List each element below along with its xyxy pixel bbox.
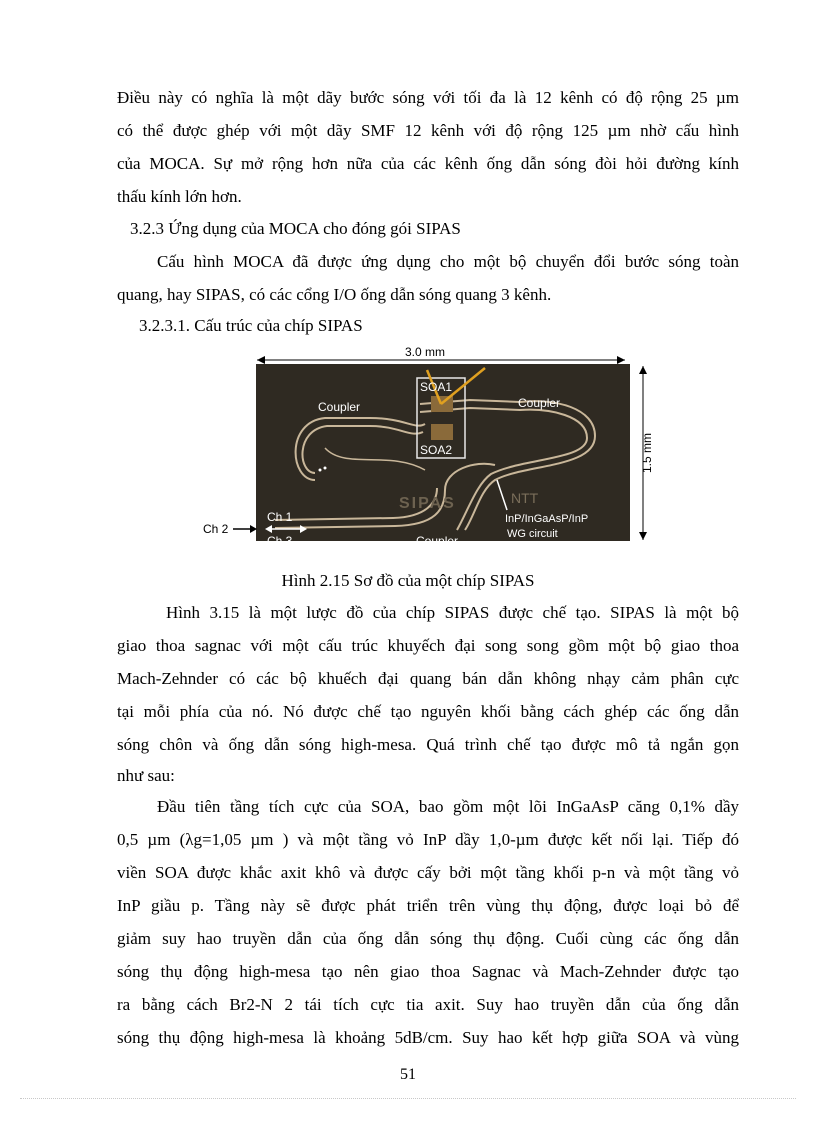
figure-caption: Hình 2.15 Sơ đồ của một chíp SIPAS <box>281 571 535 590</box>
sipas-chip-figure <box>195 340 665 552</box>
material-label: WG circuit <box>507 528 558 540</box>
ch1-label: Ch 1 <box>267 510 293 524</box>
soa1-label: SOA1 <box>420 380 453 394</box>
text-line: sóng thụ động high-mesa là khoảng 5dB/cm. Suy hao kết hợp giữa SOA và vùng <box>117 1028 739 1047</box>
marker-dot <box>319 469 322 472</box>
width-label: 3.0 mm <box>404 345 446 359</box>
height-label: 1.5 mm <box>640 432 654 474</box>
arrow-head-icon <box>257 356 265 364</box>
ntt-engraving: NTT <box>511 490 539 506</box>
coupler-left-label: Coupler <box>318 400 361 414</box>
text-line: tại mỗi phía của nó. Nó được chế tạo nguyên khối bằng cách ghép các ống dẫn <box>117 702 739 721</box>
text-line: Cấu hình MOCA đã được ứng dụng cho một bộ chuyển đổi bước sóng toàn <box>157 252 739 271</box>
text-line: sóng thụ động high-mesa tạo nên giao thoa Sagnac và Mach-Zehnder được tạo <box>117 962 739 981</box>
text-line: Điều này có nghĩa là một dãy bước sóng với tối đa là 12 kênh có độ rộng 25 µm <box>117 88 739 107</box>
sipas-engraving: SIPAS <box>399 495 456 512</box>
arrow-head-icon <box>639 366 647 374</box>
text-line: có thể được ghép với một dãy SMF 12 kênh với độ rộng 125 µm nhờ cấu hình <box>117 121 739 140</box>
text-line: sóng chôn và ống dẫn sóng high-mesa. Quá trình chế tạo được mô tả ngắn gọn <box>117 735 739 754</box>
text-line: giao thoa sagnac với một cấu trúc khuyếch đại song song gồm một bộ giao thoa <box>117 636 739 655</box>
arrow-head-icon <box>639 532 647 540</box>
text-line: Hình 3.15 là một lược đồ của chíp SIPAS được chế tạo. SIPAS là một bộ <box>166 603 739 622</box>
page-number: 51 <box>400 1066 416 1083</box>
coupler-right-label: Coupler <box>518 396 561 410</box>
arrow-head-icon <box>250 525 257 533</box>
text-line: giảm suy hao truyền dẫn của ống dẫn sóng thụ động. Cuối cùng các ống dẫn <box>117 929 739 948</box>
page-bottom-rule <box>20 1098 796 1099</box>
arrow-head-icon <box>617 356 625 364</box>
marker-dot <box>324 467 327 470</box>
section-heading: 3.2.3 Ứng dụng của MOCA cho đóng gói SIPAS <box>130 219 461 238</box>
text-line: như sau: <box>117 766 175 785</box>
text-line: quang, hay SIPAS, có các cổng I/O ống dẫn sóng quang 3 kênh. <box>117 285 552 304</box>
text-line: Đầu tiên tầng tích cực của SOA, bao gồm một lõi InGaAsP căng 0,1% dầy <box>157 797 739 816</box>
ch3-label: Ch 3 <box>267 534 293 548</box>
text-line: viền SOA được khắc axit khô và được cấy bởi một tầng khối p-n và một tầng vỏ <box>117 863 739 882</box>
soa2-label: SOA2 <box>420 443 453 457</box>
material-label: InP/InGaAsP/InP <box>505 513 589 525</box>
coupler-bottom-label: Coupler <box>416 534 459 548</box>
text-line: InP giầu p. Tầng này sẽ được phát triển trên vùng thụ động, được loại bỏ để <box>117 896 739 915</box>
text-line: thấu kính lớn hơn. <box>117 187 242 206</box>
text-line: ra bằng cách Br2-N 2 tái tích cực tia axit. Suy hao truyền dẫn của ống dẫn <box>117 995 739 1014</box>
ch2-label: Ch 2 <box>203 522 229 536</box>
soa2-pad <box>431 424 453 440</box>
text-line: 0,5 µm (λg=1,05 µm ) và một tầng vỏ InP dầy 1,0-µm được kết nối lại. Tiếp đó <box>117 830 739 849</box>
subsection-heading: 3.2.3.1. Cấu trúc của chíp SIPAS <box>139 316 363 335</box>
text-line: Mach-Zehnder có các bộ khuếch đại quang bán dẫn không nhạy cảm phân cực <box>117 669 739 688</box>
text-line: của MOCA. Sự mở rộng hơn nữa của các kênh ống dẫn sóng đòi hỏi đường kính <box>117 154 739 173</box>
